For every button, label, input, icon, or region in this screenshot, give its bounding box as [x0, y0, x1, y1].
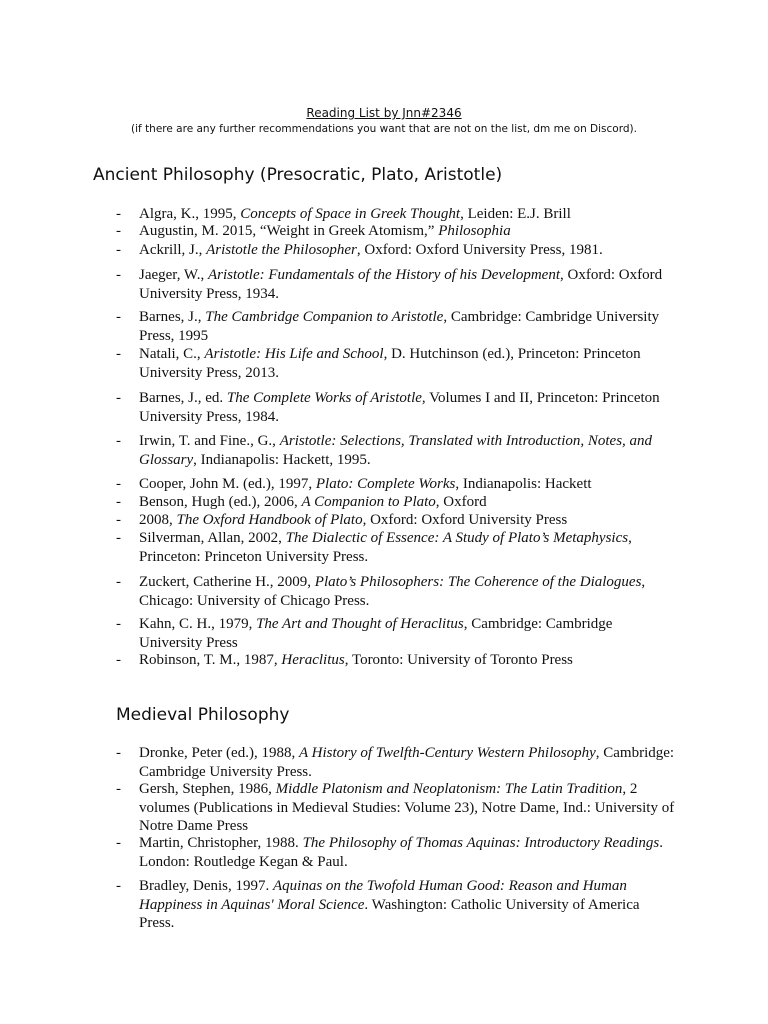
list-item: - Martin, Christopher, 1988. The Philosophy of Thomas Aquinas: Introductory Readings. London: Routledge Kegan & Paul. [116, 835, 663, 870]
list-dash: - [116, 652, 121, 668]
list-dash: - [116, 512, 121, 528]
list-item: - Robinson, T. M., 1987, Heraclitus, Toronto: University of Toronto Press [116, 652, 573, 668]
list-item: - Barnes, J., The Cambridge Companion to Aristotle, Cambridge: Cambridge University Press, 1995 [116, 309, 660, 344]
list-item: - Kahn, C. H., 1979, The Art and Thought of Heraclitus, Cambridge: Cambridge University Press [116, 616, 613, 651]
list-dash: - [116, 346, 121, 362]
list-dash: - [116, 878, 121, 894]
list-item: - Jaeger, W., Aristotle: Fundamentals of the History of his Development, Oxford: Oxford University Press, 1934. [116, 267, 663, 302]
list-dash: - [116, 835, 121, 851]
list-item: - Zuckert, Catherine H., 2009, Plato’s Philosophers: The Coherence of the Dialogues, Chicago: University of Chicago Press. [116, 574, 646, 609]
list-dash: - [116, 223, 121, 239]
list-dash: - [116, 574, 121, 590]
section-heading-medieval: Medieval Philosophy [116, 705, 290, 725]
list-item: - Cooper, John M. (ed.), 1997, Plato: Complete Works, Indianapolis: Hackett [116, 476, 592, 492]
list-dash: - [116, 309, 121, 325]
list-item: - Dronke, Peter (ed.), 1988, A History of Twelfth-Century Western Philosophy, Cambridge: Cambridge University Press. [116, 745, 675, 780]
list-dash: - [116, 494, 121, 510]
list-item: - Ackrill, J., Aristotle the Philosopher, Oxford: Oxford University Press, 1981. [116, 242, 603, 258]
list-dash: - [116, 745, 121, 761]
list-dash: - [116, 242, 121, 258]
list-dash: - [116, 267, 121, 283]
list-dash: - [116, 390, 121, 406]
list-item: - 2008, The Oxford Handbook of Plato, Oxford: Oxford University Press [116, 512, 568, 528]
document-title: Reading List by Jnn#2346 [306, 106, 462, 120]
list-dash: - [116, 530, 121, 546]
list-dash: - [116, 433, 121, 449]
list-item: - Augustin, M. 2015, “Weight in Greek Atomism,” Philosophia [116, 223, 511, 239]
list-dash: - [116, 476, 121, 492]
list-item: - Benson, Hugh (ed.), 2006, A Companion to Plato, Oxford [116, 494, 487, 510]
list-item: - Silverman, Allan, 2002, The Dialectic of Essence: A Study of Plato’s Metaphysics, Princeton: Princeton University Press. [116, 530, 632, 565]
list-item: - Algra, K., 1995, Concepts of Space in Greek Thought, Leiden: E.J. Brill [116, 206, 571, 222]
document-subtitle: (if there are any further recommendations you want that are not on the list, dm me on Discord). [131, 123, 637, 135]
list-dash: - [116, 616, 121, 632]
list-item: - Bradley, Denis, 1997. Aquinas on the Twofold Human Good: Reason and Human Happiness in Aquinas' Moral Science. Washington: Catholic University of America Press. [116, 878, 640, 931]
list-item: - Barnes, J., ed. The Complete Works of Aristotle, Volumes I and II, Princeton: Princeton University Press, 1984. [116, 390, 660, 425]
list-item: - Irwin, T. and Fine., G., Aristotle: Selections, Translated with Introduction, Notes, and Glossary, Indianapolis: Hackett, 1995. [116, 433, 653, 468]
list-item: - Gersh, Stephen, 1986, Middle Platonism and Neoplatonism: The Latin Tradition, 2 volumes (Publications in Medieval Studies: Volume 23), Notre Dame, Ind.: University of Notre Dame Press [116, 781, 675, 834]
list-dash: - [116, 206, 121, 222]
list-item: - Natali, C., Aristotle: His Life and School, D. Hutchinson (ed.), Princeton: Princeton University Press, 2013. [116, 346, 641, 381]
list-dash: - [116, 781, 121, 797]
section-heading-ancient: Ancient Philosophy (Presocratic, Plato, Aristotle) [93, 165, 503, 185]
